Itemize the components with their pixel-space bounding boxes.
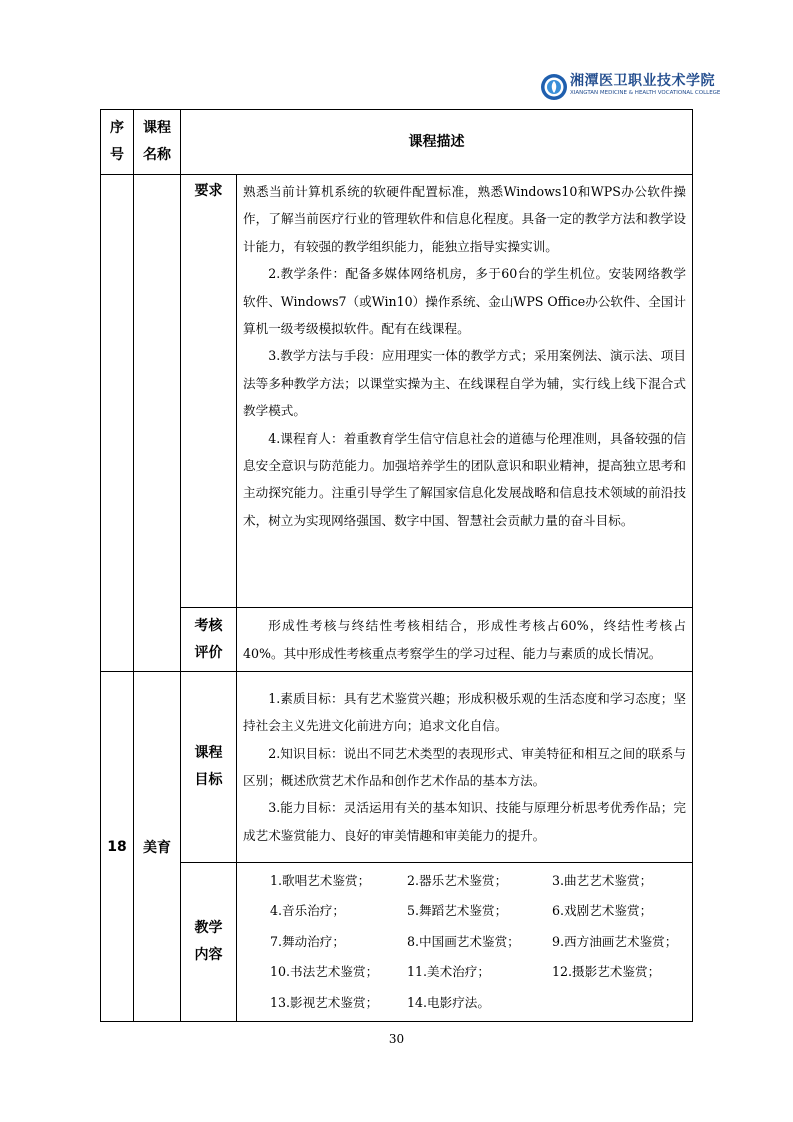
- page-number: 30: [388, 1032, 405, 1046]
- college-name-cn: 湘潭医卫职业技术学院: [570, 73, 715, 89]
- college-emblem-icon: [540, 70, 568, 104]
- header-course-desc: 课程描述: [181, 110, 693, 175]
- table-row: [101, 672, 693, 863]
- goal-text: 1.素质目标：具有艺术鉴赏兴趣；形成积极乐观的生活态度和学习态度；坚持社会主义先进文化前进方向；追求文化自信。 2.知识目标：说出不同艺术类型的表现形式、审美特征和相互之间的联系与区别；概述欣赏艺术作品和创作艺术作品的基本方法。 3.能力目标：灵活运用有关的基本知识、技能与原理分析思考优秀作品；完成艺术鉴赏能力、良好的审美情趣和审美能力的提升。: [237, 672, 693, 863]
- list-item: 5.舞蹈艺术鉴赏；: [407, 903, 508, 919]
- list-item: 9.西方油画艺术鉴赏；: [552, 933, 678, 949]
- list-item: 12.摄影艺术鉴赏；: [552, 964, 661, 980]
- header-course-name: 课程 名称: [134, 110, 181, 175]
- list-item: 2.器乐艺术鉴赏；: [407, 872, 508, 888]
- eval-text: 形成性考核与终结性考核相结合，形成性考核占60%，终结性考核占40%。其中形成性考核重点考察学生的学习过程、能力与素质的成长情况。: [237, 608, 693, 672]
- table-row: [101, 608, 693, 672]
- course-table: [100, 109, 693, 1022]
- list-item: 3.曲艺艺术鉴赏；: [552, 872, 653, 888]
- list-item: 8.中国画艺术鉴赏；: [407, 933, 520, 949]
- list-item: 1.歌唱艺术鉴赏；: [270, 872, 371, 888]
- list-item: 11.美术治疗；: [407, 964, 490, 980]
- table-row: [101, 175, 693, 608]
- req-text: 熟悉当前计算机系统的软硬件配置标准，熟悉Windows10和WPS办公软件操作，了解当前医疗行业的管理软件和信息化程度。具备一定的教学方法和教学设计能力，有较强的教学组织能力，能独立指导实操实训。 2.教学条件：配备多媒体网络机房，多于60台的学生机位。安装网络教学软件、Windows7（或Win10）操作系统、金山WPS Office办公软件、全国计算机一级考级模拟软件。配有在线课程。 3.教学方法与手段：应用理实一体的教学方式；采用案例法、演示法、项目法等多种教学方法；以课堂实操为主、在线课程自学为辅，实行线上线下混合式教学模式。 4.课程育人：着重教育学生信守信息社会的道德与伦理准则，具备较强的信息安全意识与防范能力。加强培养学生的团队意识和职业精神，提高独立思考和主动探究能力。注重引导学生了解国家信息化发展战略和信息技术领域的前沿技术，树立为实现网络强国、数字中国、智慧社会贡献力量的奋斗目标。: [237, 175, 693, 608]
- list-item: 6.戏剧艺术鉴赏；: [552, 903, 653, 919]
- goal-label: 课程 目标: [181, 672, 237, 863]
- list-item: 10.书法艺术鉴赏；: [270, 964, 379, 980]
- list-item: 7.舞动治疗；: [270, 933, 345, 949]
- college-logo: [540, 70, 740, 106]
- course-name: 美育: [134, 672, 181, 1022]
- content-list: [237, 863, 693, 1022]
- req-label: 要求: [181, 175, 237, 608]
- header-seq: 序 号: [101, 110, 134, 175]
- list-item: 14.电影疗法。: [407, 994, 490, 1010]
- content-label: 教学 内容: [181, 863, 237, 1022]
- row-number: 18: [101, 672, 134, 1022]
- list-item: 4.音乐治疗；: [270, 903, 345, 919]
- prev-course-cell: [134, 175, 181, 672]
- eval-label: 考核 评价: [181, 608, 237, 672]
- table-header-row: [101, 110, 693, 175]
- college-name-en: XIANGTAN MEDICINE & HEALTH VOCATIONAL COLLEGE: [570, 90, 721, 96]
- list-item: 13.影视艺术鉴赏；: [270, 994, 379, 1010]
- table-row: [101, 863, 693, 1022]
- prev-seq-cell: [101, 175, 134, 672]
